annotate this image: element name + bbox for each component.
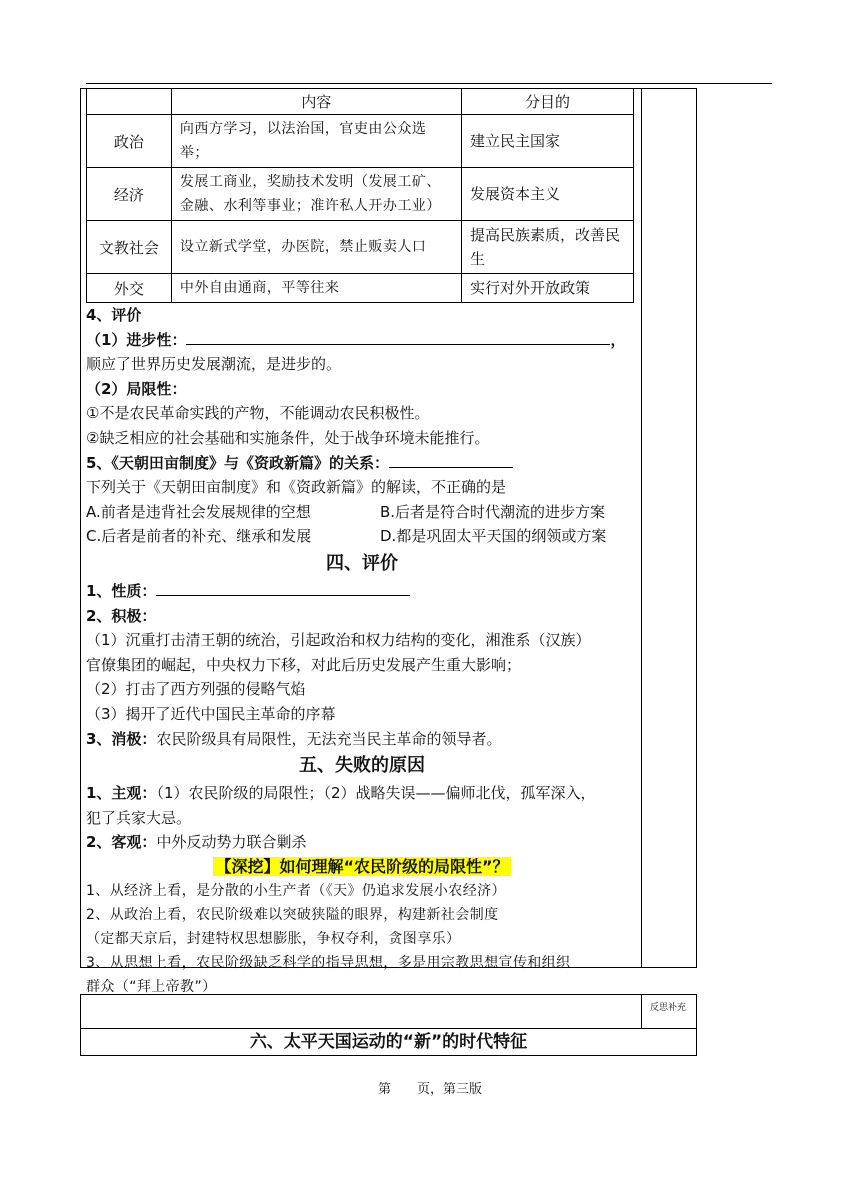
positive-item: （2）打击了西方列强的侵略气焰 bbox=[86, 680, 306, 699]
page-footer: 第 页，第三版 bbox=[377, 1082, 482, 1097]
table-cell-category: 文教社会 bbox=[87, 221, 172, 274]
negative-text: 农民阶级具有局限性，无法充当民主革命的领导者。 bbox=[156, 729, 502, 748]
table-row bbox=[87, 115, 634, 168]
objective-line bbox=[86, 830, 638, 855]
margin-divider bbox=[641, 88, 642, 968]
positive-item: （1）沉重打击清王朝的统治，引起政治和权力结构的变化，湘淮系（汉族） bbox=[86, 631, 591, 650]
deep-item: （定都天京后，封建特权思想膨胀，争权夺利，贪图享乐） bbox=[86, 930, 461, 947]
nature-line bbox=[86, 579, 638, 604]
progressive-label: （1）进步性： bbox=[86, 330, 187, 349]
deep-item: 1、从经济上看，是分散的小生产者（《天》仍追求发展小农经济） bbox=[86, 882, 506, 899]
relation-label: 5、《天朝田亩制度》与《资政新篇》的关系： bbox=[86, 453, 389, 472]
option-d: D.都是巩固太平天国的纲领或方案 bbox=[380, 527, 607, 546]
table-row bbox=[87, 274, 634, 303]
positive-item: 官僚集团的崛起，中央权力下移，对此后历史发展产生重大影响； bbox=[86, 655, 522, 674]
table-cell-content: 发展工商业，奖励技术发明（发展工矿、金融、水利等事业；准许私人开办工业） bbox=[171, 168, 461, 221]
options-row bbox=[86, 524, 638, 549]
table-cell-goal: 实行对外开放政策 bbox=[462, 274, 634, 303]
option-b: B.后者是符合时代潮流的进步方案 bbox=[380, 502, 606, 521]
subjective-text: （1）农民阶级的局限性；（2）战略失误——偏师北伐，孤军深入， bbox=[156, 784, 596, 803]
positive-item: （3）揭开了近代中国民主革命的序幕 bbox=[86, 704, 336, 723]
negative-line bbox=[86, 727, 638, 752]
table-cell-category: 外交 bbox=[87, 274, 172, 303]
progressive-line bbox=[86, 328, 638, 353]
table-cell-goal: 发展资本主义 bbox=[462, 168, 634, 221]
fill-blank bbox=[186, 330, 610, 345]
objective-label: 2、客观： bbox=[86, 833, 157, 852]
fill-blank bbox=[389, 453, 513, 468]
option-c: C.后者是前者的补充、继承和发展 bbox=[86, 527, 312, 546]
negative-label: 3、消极： bbox=[86, 729, 157, 748]
box-divider bbox=[80, 1028, 697, 1029]
fill-blank bbox=[156, 581, 410, 596]
table-header-cell bbox=[87, 89, 172, 115]
progressive-tail: ， bbox=[610, 330, 626, 349]
progressive-line-2: 顺应了世界历史发展潮流，是进步的。 bbox=[86, 355, 342, 374]
table-header-cell: 内容 bbox=[171, 89, 461, 115]
table-row bbox=[87, 221, 634, 274]
relation-line bbox=[86, 451, 638, 476]
deep-item: 群众（“拜上帝教”） bbox=[86, 978, 217, 995]
deep-dive-title: 【深挖】如何理解“农民阶级的局限性”？ bbox=[215, 856, 509, 876]
reform-table bbox=[86, 88, 634, 303]
limit-label: （2）局限性： bbox=[86, 379, 187, 398]
deep-item: 3、从思想上看，农民阶级缺乏科学的指导思想，多是用宗教思想宣传和组织 bbox=[86, 954, 571, 971]
table-cell-category: 经济 bbox=[87, 168, 172, 221]
eval-heading: 4、评价 bbox=[86, 306, 142, 324]
question-text: 下列关于《天朝田亩制度》和《资政新篇》的解读，不正确的是 bbox=[86, 478, 507, 497]
section-title: 六、太平天国运动的“新”的时代特征 bbox=[249, 1032, 528, 1052]
table-cell-category: 政治 bbox=[87, 115, 172, 168]
limit-item: ②缺乏相应的社会基础和实施条件，处于战争环境未能推行。 bbox=[86, 428, 490, 447]
section-title: 五、失败的原因 bbox=[299, 755, 425, 777]
deep-dive-heading bbox=[86, 855, 638, 879]
table-cell-goal: 建立民主国家 bbox=[462, 115, 634, 168]
limit-item: ①不是农民革命实践的产物，不能调动农民积极性。 bbox=[86, 404, 430, 423]
subjective-label: 1、主观： bbox=[86, 784, 157, 803]
option-a: A.前者是违背社会发展规律的空想 bbox=[86, 502, 311, 521]
box-margin-divider bbox=[641, 994, 642, 1028]
section-title: 四、评价 bbox=[326, 552, 398, 574]
table-header-cell: 分目的 bbox=[462, 89, 634, 115]
positive-label: 2、积极： bbox=[86, 606, 157, 625]
table-cell-goal: 提高民族素质，改善民生 bbox=[462, 221, 634, 274]
deep-item: 2、从政治上看，农民阶级难以突破狭隘的眼界，构建新社会制度 bbox=[86, 906, 499, 923]
main-content bbox=[86, 88, 638, 999]
options-row bbox=[86, 500, 638, 525]
reflection-note: 反思补充 bbox=[650, 1003, 687, 1013]
table-cell-content: 向西方学习，以法治国，官吏由公众选举； bbox=[171, 115, 461, 168]
nature-label: 1、性质： bbox=[86, 581, 157, 600]
table-row bbox=[87, 168, 634, 221]
header-rule bbox=[86, 83, 772, 84]
table-header-row bbox=[87, 89, 634, 115]
table-cell-content: 中外自由通商，平等往来 bbox=[171, 274, 461, 303]
objective-text: 中外反动势力联合剿杀 bbox=[156, 833, 307, 852]
subjective-line-2: 犯了兵家大忌。 bbox=[86, 808, 192, 827]
table-cell-content: 设立新式学堂，办医院，禁止贩卖人口 bbox=[171, 221, 461, 274]
subjective-line bbox=[86, 781, 638, 806]
